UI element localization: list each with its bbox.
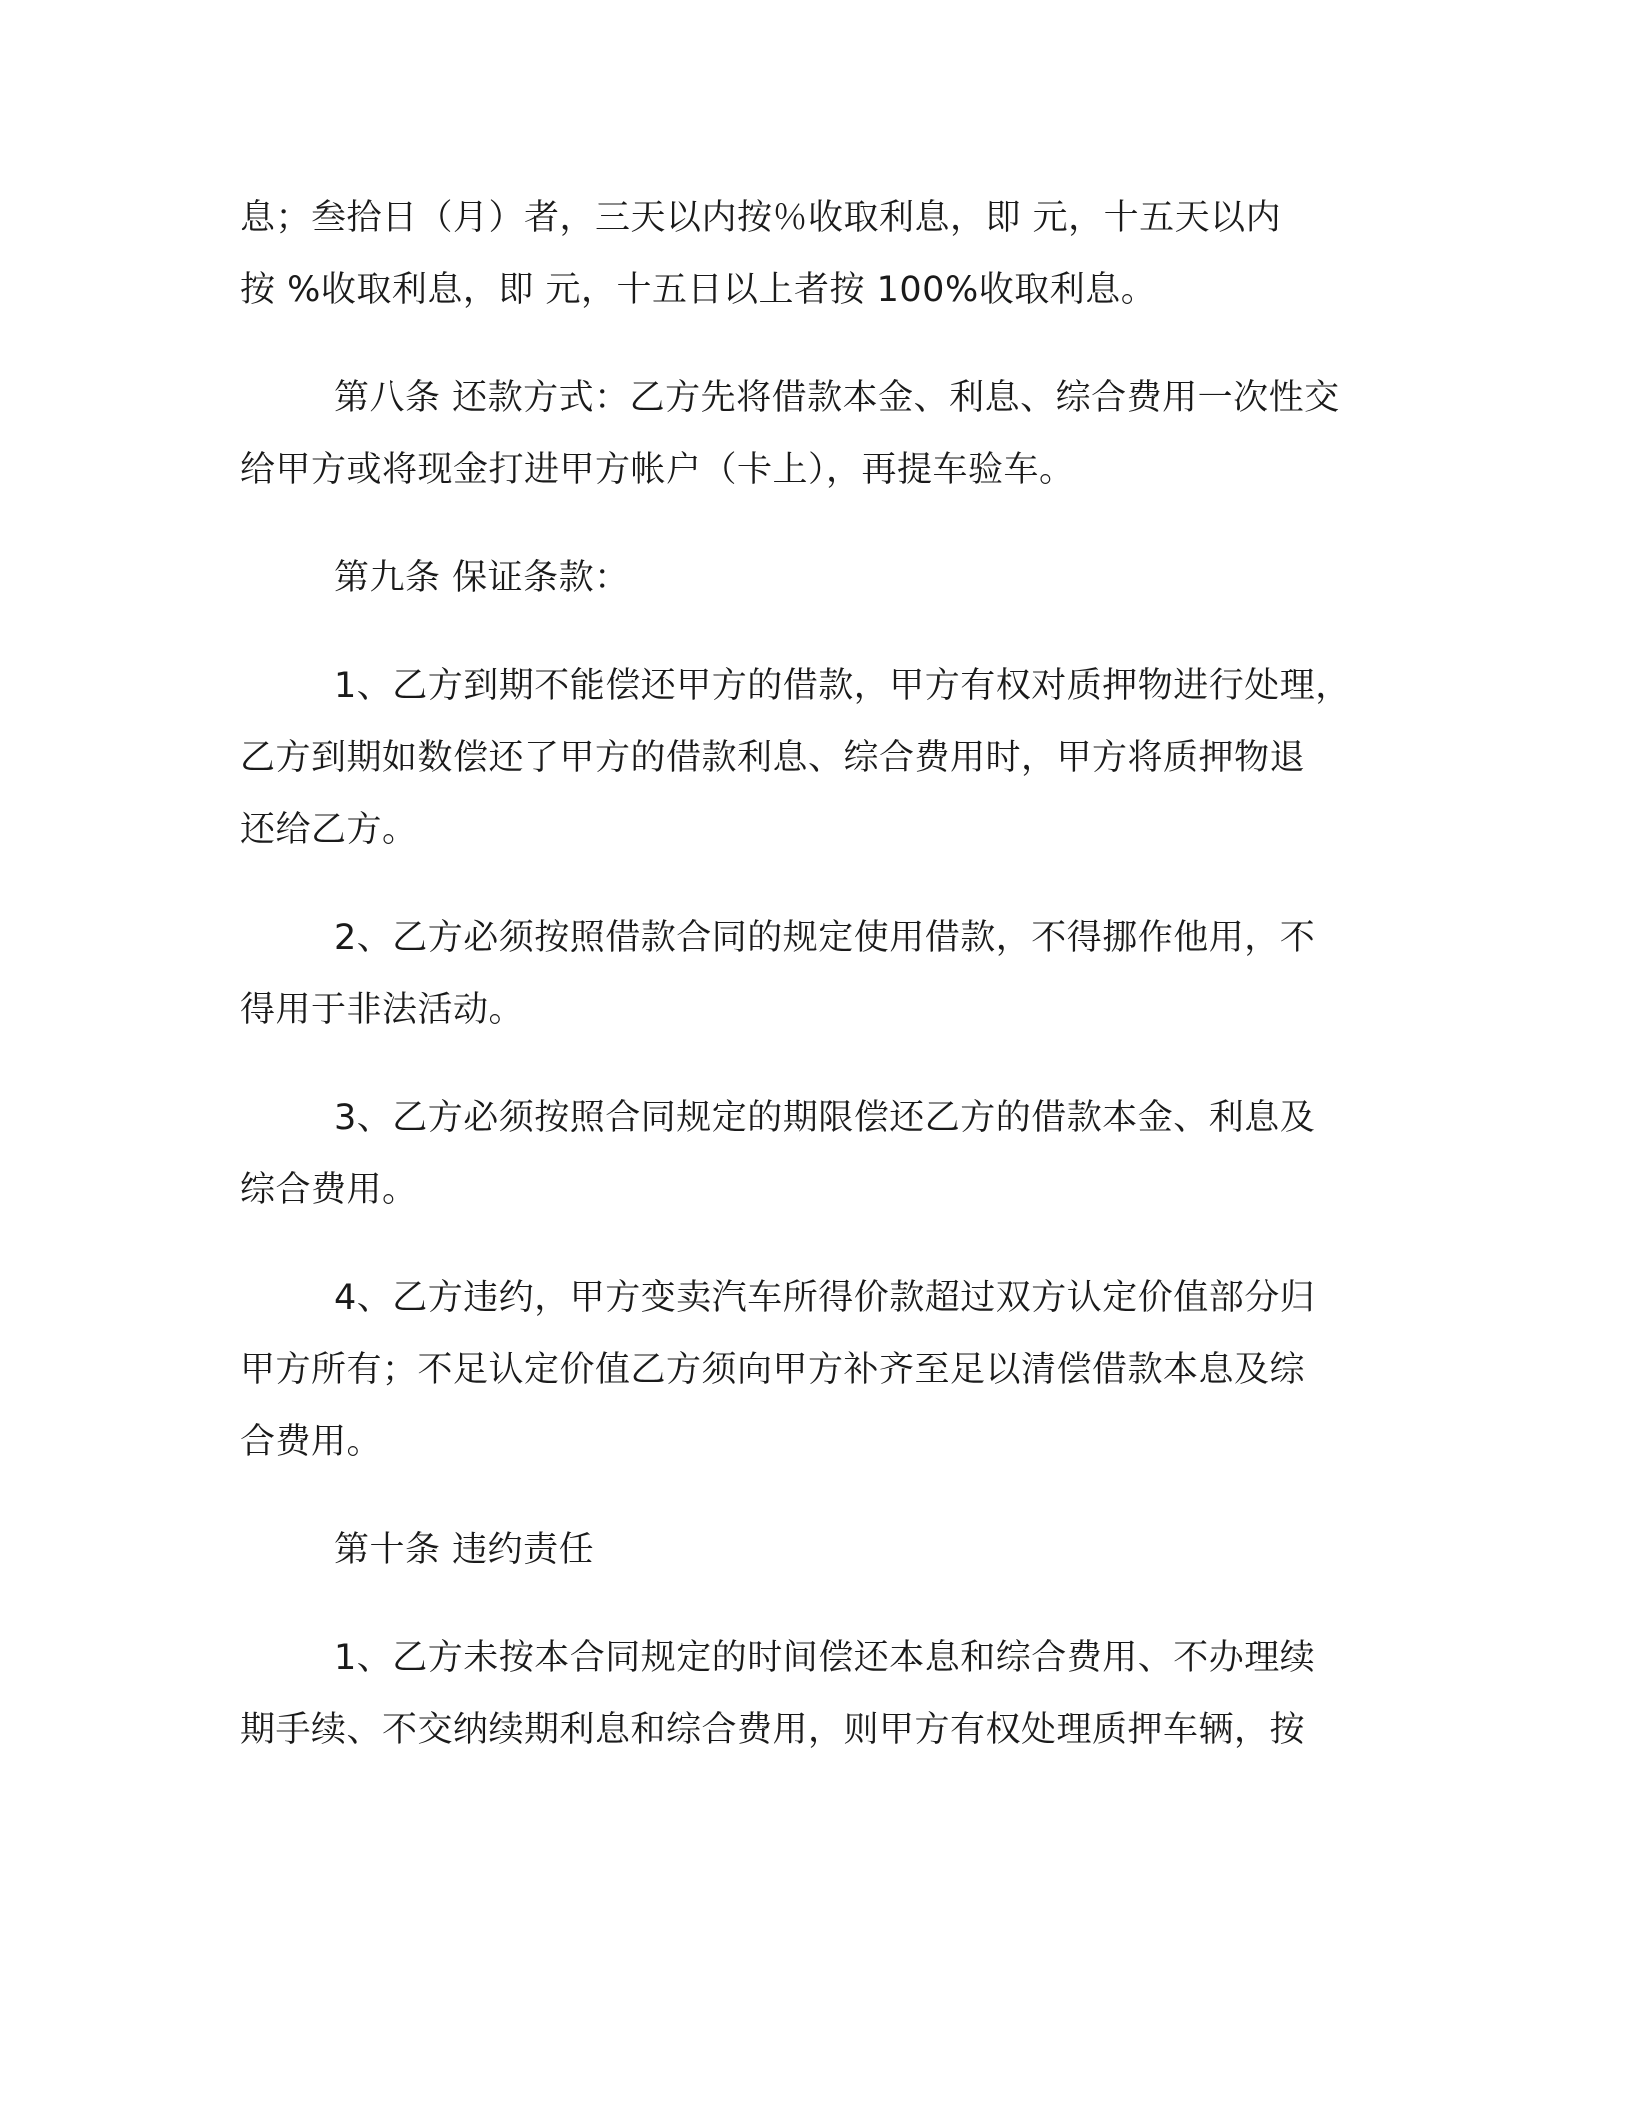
clause-9-1-line: 1、乙方到期不能偿还甲方的借款，甲方有权对质押物进行处理，	[334, 666, 1351, 706]
clause-10-1-line: 1、乙方未按本合同规定的时间偿还本息和综合费用、不办理续	[334, 1638, 1316, 1678]
clause-9-3-line: 3、乙方必须按照合同规定的期限偿还乙方的借款本金、利息及	[334, 1098, 1316, 1138]
text-line: 息；叁拾日（月）者，三天以内按％收取利息，即 元，十五天以内	[240, 198, 1282, 238]
text-line: 按 %收取利息，即 元，十五日以上者按 100%收取利息。	[240, 270, 1157, 310]
text-line: 甲方所有；不足认定价值乙方须向甲方补齐至足以清偿借款本息及综	[240, 1350, 1306, 1390]
text-line: 得用于非法活动。	[240, 990, 525, 1030]
text-line: 合费用。	[240, 1422, 383, 1462]
text-line: 期手续、不交纳续期利息和综合费用，则甲方有权处理质押车辆，按	[240, 1710, 1306, 1750]
article-8-heading-line: 第八条 还款方式：乙方先将借款本金、利息、综合费用一次性交	[334, 378, 1340, 418]
clause-9-2-line: 2、乙方必须按照借款合同的规定使用借款，不得挪作他用，不	[334, 918, 1316, 958]
article-9-heading: 第九条 保证条款：	[334, 558, 630, 598]
article-10-heading: 第十条 违约责任	[334, 1530, 595, 1570]
text-line: 乙方到期如数偿还了甲方的借款利息、综合费用时，甲方将质押物退	[240, 738, 1306, 778]
text-line: 综合费用。	[240, 1170, 418, 1210]
text-line: 还给乙方。	[240, 810, 418, 850]
text-line: 给甲方或将现金打进甲方帐户（卡上），再提车验车。	[240, 450, 1075, 490]
clause-9-4-line: 4、乙方违约，甲方变卖汽车所得价款超过双方认定价值部分归	[334, 1278, 1316, 1318]
